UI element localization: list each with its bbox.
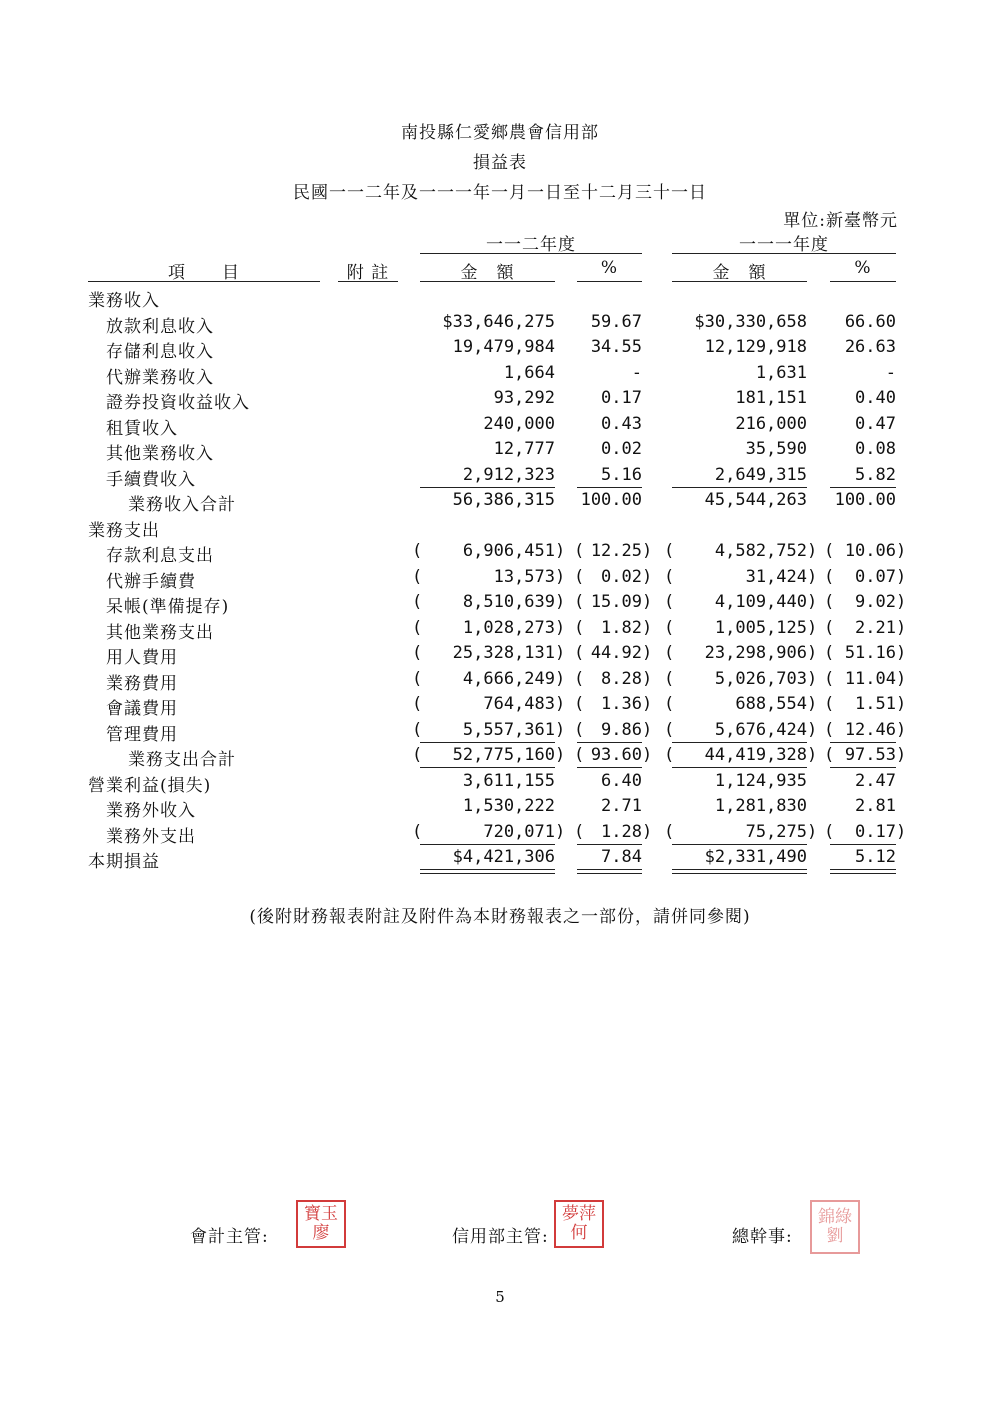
row-label: 本期損益	[88, 852, 160, 872]
row-label: 管理費用	[106, 725, 178, 745]
negative-paren: (	[412, 592, 423, 612]
row-label: 租賃收入	[106, 419, 178, 439]
amount-current: $33,646,275	[442, 312, 555, 332]
negative-paren: )	[896, 592, 907, 612]
negative-paren: (	[412, 745, 423, 765]
subtotal-rule	[577, 487, 642, 488]
negative-paren: )	[642, 567, 653, 587]
negative-paren: (	[824, 720, 835, 740]
negative-paren: (	[412, 822, 423, 842]
subtotal-rule	[672, 487, 807, 488]
pct-prior: 97.53	[844, 745, 896, 765]
negative-paren: )	[555, 643, 566, 663]
amount-current: 13,573	[493, 567, 555, 587]
negative-paren: (	[824, 669, 835, 689]
negative-paren: (	[824, 618, 835, 638]
subtotal-rule	[672, 844, 807, 845]
row-label: 業務支出	[88, 521, 160, 541]
amount-current: 1,664	[503, 363, 555, 383]
negative-paren: (	[412, 720, 423, 740]
pct-prior-rule	[830, 281, 896, 282]
pct-current: 1.82	[601, 618, 642, 638]
negative-paren: )	[896, 720, 907, 740]
currency-unit: 單位:新臺幣元	[783, 211, 898, 231]
total-double-rule	[830, 869, 896, 874]
row-label: 營業利益(損失)	[88, 776, 212, 796]
amount-prior: 4,582,752	[714, 541, 807, 561]
pct-current-rule	[577, 281, 642, 282]
pct-current: 100.00	[580, 490, 642, 510]
negative-paren: (	[574, 592, 585, 612]
statement-title: 損益表	[473, 153, 527, 173]
pct-current: 34.55	[590, 337, 642, 357]
negative-paren: (	[574, 567, 585, 587]
amount-prior: 23,298,906	[704, 643, 807, 663]
negative-paren: )	[555, 669, 566, 689]
pct-prior: 0.17	[855, 822, 896, 842]
row-label: 其他業務收入	[106, 444, 214, 464]
negative-paren: (	[412, 618, 423, 638]
amount-prior: 5,676,424	[714, 720, 807, 740]
negative-paren: )	[807, 643, 818, 663]
pct-current: 2.71	[601, 796, 642, 816]
pct-current: 0.02	[601, 439, 642, 459]
row-label: 證券投資收益收入	[106, 393, 250, 413]
subtotal-rule	[577, 844, 642, 845]
subtotal-rule	[830, 844, 896, 845]
amount-current-rule	[420, 281, 555, 282]
note-header-rule	[338, 281, 398, 282]
pct-current: 59.67	[590, 312, 642, 332]
amount-prior: $2,331,490	[704, 847, 807, 867]
item-column-header: 項 目	[168, 263, 240, 283]
negative-paren: (	[664, 745, 675, 765]
negative-paren: )	[807, 592, 818, 612]
negative-paren: (	[574, 669, 585, 689]
negative-paren: )	[807, 669, 818, 689]
statement-period: 民國一一二年及一一一年一月一日至十二月三十一日	[293, 183, 707, 203]
negative-paren: )	[807, 567, 818, 587]
pct-prior: 10.06	[844, 541, 896, 561]
negative-paren: )	[555, 567, 566, 587]
pct-prior: 5.82	[855, 465, 896, 485]
row-label: 代辦業務收入	[106, 368, 214, 388]
company-name: 南投縣仁愛鄉農會信用部	[401, 123, 599, 143]
pct-prior: 12.46	[844, 720, 896, 740]
negative-paren: (	[664, 694, 675, 714]
negative-paren: (	[412, 567, 423, 587]
subtotal-rule	[830, 767, 896, 768]
negative-paren: )	[807, 618, 818, 638]
pct-prior-header: %	[854, 258, 872, 278]
amount-prior: 31,424	[745, 567, 807, 587]
negative-paren: (	[574, 745, 585, 765]
amount-current: 52,775,160	[452, 745, 555, 765]
page-number: 5	[495, 1288, 505, 1306]
pct-prior: -	[885, 363, 896, 383]
negative-paren: (	[664, 643, 675, 663]
negative-paren: )	[807, 694, 818, 714]
amount-current: 93,292	[493, 388, 555, 408]
pct-prior: 11.04	[844, 669, 896, 689]
negative-paren: (	[664, 669, 675, 689]
negative-paren: (	[664, 541, 675, 561]
subtotal-rule	[577, 767, 642, 768]
pct-current: 0.43	[601, 414, 642, 434]
negative-paren: (	[824, 541, 835, 561]
general-manager-label: 總幹事:	[732, 1227, 793, 1247]
amount-prior: 688,554	[735, 694, 807, 714]
subtotal-rule	[577, 742, 642, 743]
amount-current: 5,557,361	[462, 720, 555, 740]
row-label: 存儲利息收入	[106, 342, 214, 362]
negative-paren: (	[412, 694, 423, 714]
pct-prior: 1.51	[855, 694, 896, 714]
negative-paren: )	[896, 541, 907, 561]
negative-paren: )	[896, 567, 907, 587]
negative-paren: (	[574, 720, 585, 740]
negative-paren: )	[555, 618, 566, 638]
general-manager-seal	[810, 1200, 860, 1254]
amount-prior: 4,109,440	[714, 592, 807, 612]
negative-paren: (	[574, 643, 585, 663]
subtotal-rule	[420, 844, 555, 845]
negative-paren: )	[642, 745, 653, 765]
total-double-rule	[420, 869, 555, 874]
pct-prior: 5.12	[855, 847, 896, 867]
pct-current: 8.28	[601, 669, 642, 689]
amount-current: 240,000	[483, 414, 555, 434]
pct-current: 7.84	[601, 847, 642, 867]
negative-paren: )	[555, 541, 566, 561]
row-label: 業務費用	[106, 674, 178, 694]
pct-current: 6.40	[601, 771, 642, 791]
negative-paren: (	[574, 694, 585, 714]
negative-paren: )	[807, 822, 818, 842]
negative-paren: (	[664, 720, 675, 740]
amount-prior: 1,631	[755, 363, 807, 383]
amount-prior: 75,275	[745, 822, 807, 842]
negative-paren: (	[664, 822, 675, 842]
item-header-rule	[88, 281, 320, 282]
negative-paren: )	[555, 745, 566, 765]
negative-paren: (	[412, 541, 423, 561]
negative-paren: (	[574, 618, 585, 638]
amount-prior-rule	[672, 281, 807, 282]
pct-prior: 0.07	[855, 567, 896, 587]
year-current-rule	[420, 253, 642, 254]
row-label: 存款利息支出	[106, 546, 214, 566]
negative-paren: )	[555, 694, 566, 714]
negative-paren: )	[896, 822, 907, 842]
pct-current: 44.92	[590, 643, 642, 663]
pct-prior: 66.60	[844, 312, 896, 332]
pct-current-header: %	[600, 258, 619, 278]
negative-paren: )	[555, 720, 566, 740]
negative-paren: )	[642, 669, 653, 689]
amount-prior-header: 金 額	[712, 263, 767, 283]
row-label: 呆帳(準備提存)	[106, 597, 230, 617]
pct-prior: 51.16	[844, 643, 896, 663]
accounting-supervisor-label: 會計主管:	[190, 1227, 269, 1247]
pct-prior: 0.08	[855, 439, 896, 459]
row-label: 業務支出合計	[128, 750, 236, 770]
negative-paren: (	[664, 592, 675, 612]
amount-prior: 1,124,935	[714, 771, 807, 791]
amount-prior: 35,590	[745, 439, 807, 459]
pct-prior: 0.47	[855, 414, 896, 434]
negative-paren: (	[574, 822, 585, 842]
subtotal-rule	[420, 487, 555, 488]
negative-paren: (	[824, 592, 835, 612]
negative-paren: )	[642, 822, 653, 842]
pct-prior: 9.02	[855, 592, 896, 612]
row-label: 手續費收入	[106, 470, 196, 490]
total-double-rule	[577, 869, 642, 874]
amount-prior: 45,544,263	[704, 490, 807, 510]
negative-paren: )	[807, 541, 818, 561]
negative-paren: )	[896, 643, 907, 663]
negative-paren: (	[824, 567, 835, 587]
amount-prior: 12,129,918	[704, 337, 807, 357]
year-prior-header: 一一一年度	[739, 235, 829, 255]
general-manager-seal-text: 錦綠劉	[818, 1207, 852, 1246]
negative-paren: )	[807, 720, 818, 740]
negative-paren: (	[824, 643, 835, 663]
note-column-header: 附 註	[346, 263, 390, 283]
negative-paren: )	[642, 694, 653, 714]
pct-prior: 0.40	[855, 388, 896, 408]
row-label: 會議費用	[106, 699, 178, 719]
pct-prior: 2.47	[855, 771, 896, 791]
negative-paren: (	[664, 618, 675, 638]
year-current-header: 一一二年度	[486, 235, 576, 255]
subtotal-rule	[830, 487, 896, 488]
amount-prior: 181,151	[735, 388, 807, 408]
negative-paren: )	[642, 541, 653, 561]
subtotal-rule	[420, 767, 555, 768]
subtotal-rule	[420, 742, 555, 743]
amount-current: 25,328,131	[452, 643, 555, 663]
amount-prior: 1,005,125	[714, 618, 807, 638]
amount-current: 12,777	[493, 439, 555, 459]
amount-prior: 44,419,328	[704, 745, 807, 765]
amount-current: 1,530,222	[462, 796, 555, 816]
negative-paren: )	[642, 592, 653, 612]
subtotal-rule	[672, 767, 807, 768]
amount-prior: 5,026,703	[714, 669, 807, 689]
negative-paren: )	[642, 643, 653, 663]
pct-current: 93.60	[590, 745, 642, 765]
amount-current: 8,510,639	[462, 592, 555, 612]
row-label: 用人費用	[106, 648, 178, 668]
negative-paren: (	[824, 745, 835, 765]
pct-prior: 2.21	[855, 618, 896, 638]
row-label: 業務外收入	[106, 801, 196, 821]
amount-current: 2,912,323	[462, 465, 555, 485]
credit-dept-supervisor-label: 信用部主管:	[452, 1227, 549, 1247]
amount-current: 56,386,315	[452, 490, 555, 510]
negative-paren: (	[664, 567, 675, 587]
row-label: 代辦手續費	[106, 572, 196, 592]
row-label: 其他業務支出	[106, 623, 214, 643]
amount-prior: $30,330,658	[694, 312, 807, 332]
negative-paren: (	[824, 822, 835, 842]
pct-current: -	[631, 363, 642, 383]
amount-current: 3,611,155	[462, 771, 555, 791]
negative-paren: (	[574, 541, 585, 561]
row-label: 放款利息收入	[106, 317, 214, 337]
amount-prior: 2,649,315	[714, 465, 807, 485]
row-label: 業務收入	[88, 291, 160, 311]
negative-paren: )	[896, 618, 907, 638]
negative-paren: (	[412, 643, 423, 663]
negative-paren: )	[642, 618, 653, 638]
pct-current: 1.28	[601, 822, 642, 842]
pct-prior: 100.00	[834, 490, 896, 510]
subtotal-rule	[830, 742, 896, 743]
row-label: 業務外支出	[106, 827, 196, 847]
row-label: 業務收入合計	[128, 495, 236, 515]
negative-paren: )	[642, 720, 653, 740]
negative-paren: )	[555, 592, 566, 612]
amount-current-header: 金 額	[460, 263, 515, 283]
negative-paren: )	[896, 694, 907, 714]
pct-prior: 26.63	[844, 337, 896, 357]
negative-paren: )	[896, 745, 907, 765]
negative-paren: )	[555, 822, 566, 842]
amount-current: 720,071	[483, 822, 555, 842]
subtotal-rule	[672, 742, 807, 743]
pct-current: 0.02	[601, 567, 642, 587]
amount-prior: 216,000	[735, 414, 807, 434]
negative-paren: (	[412, 669, 423, 689]
amount-current: 764,483	[483, 694, 555, 714]
amount-current: 4,666,249	[462, 669, 555, 689]
accounting-seal-text: 寶玉廖	[304, 1204, 338, 1243]
negative-paren: )	[896, 669, 907, 689]
negative-paren: )	[807, 745, 818, 765]
pct-current: 0.17	[601, 388, 642, 408]
pct-current: 15.09	[590, 592, 642, 612]
pct-current: 1.36	[601, 694, 642, 714]
pct-current: 9.86	[601, 720, 642, 740]
amount-current: 19,479,984	[452, 337, 555, 357]
accounting-seal	[296, 1200, 346, 1248]
year-prior-rule	[672, 253, 896, 254]
amount-current: $4,421,306	[452, 847, 555, 867]
amount-current: 6,906,451	[462, 541, 555, 561]
footnote: (後附財務報表附註及附件為本財務報表之一部份，請併同參閱)	[249, 907, 751, 927]
pct-current: 12.25	[590, 541, 642, 561]
amount-prior: 1,281,830	[714, 796, 807, 816]
total-double-rule	[672, 869, 807, 874]
pct-prior: 2.81	[855, 796, 896, 816]
negative-paren: (	[824, 694, 835, 714]
amount-current: 1,028,273	[462, 618, 555, 638]
credit-dept-seal	[554, 1200, 604, 1248]
pct-current: 5.16	[601, 465, 642, 485]
credit-dept-seal-text: 夢萍何	[562, 1204, 596, 1243]
